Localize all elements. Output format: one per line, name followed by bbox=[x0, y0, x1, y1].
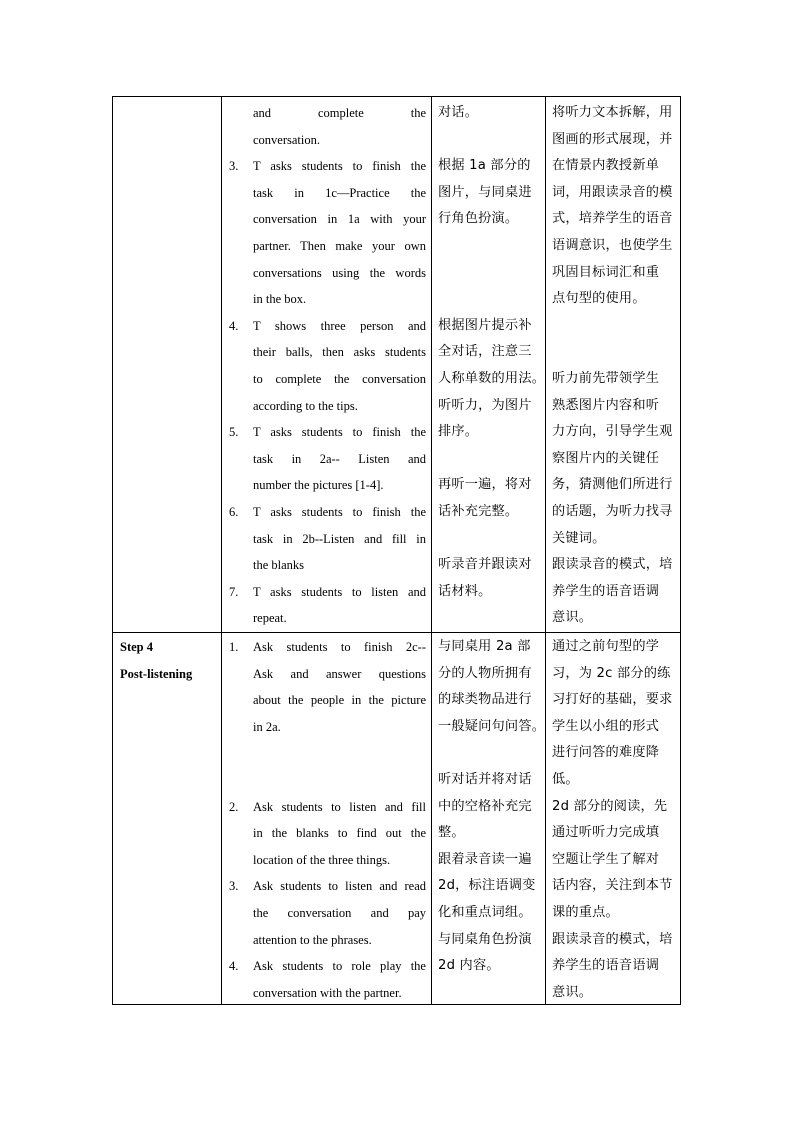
student-activity-line: 的球类物品进行 bbox=[438, 692, 532, 708]
student-activity-line: 与同桌角色扮演 bbox=[438, 931, 532, 947]
design-intent-line: 式，培养学生的语音 bbox=[552, 211, 673, 227]
design-intent-line: 关键词。 bbox=[552, 530, 606, 546]
teacher-activity-line: T asks students to finish the bbox=[253, 505, 426, 519]
activity-number: 3. bbox=[229, 879, 239, 894]
design-intent-line: 务，猜测他们所进行 bbox=[552, 477, 673, 493]
teacher-activity-line: attention to the phrases. bbox=[253, 932, 372, 947]
design-intent-line: 意识。 bbox=[552, 984, 593, 1000]
table-column-border-4 bbox=[680, 96, 681, 1005]
design-intent-line: 意识。 bbox=[552, 610, 593, 626]
teacher-activity-line: according to the tips. bbox=[253, 398, 358, 413]
design-intent-line: 养学生的语音语调 bbox=[552, 583, 660, 599]
student-activity-line: 话材料。 bbox=[438, 583, 492, 599]
teacher-activity-line: T asks students to finish the bbox=[253, 425, 426, 440]
teacher-activity-line: conversation with the partner. bbox=[253, 985, 402, 1000]
student-activity-line: 2d，标注语调变 bbox=[438, 878, 536, 894]
teacher-activity-line: the blanks bbox=[253, 558, 305, 573]
design-intent-line: 通过之前句型的学 bbox=[552, 639, 660, 654]
step-subtitle: Post-listening bbox=[120, 666, 193, 681]
design-intent-line: 熟悉图片内容和听 bbox=[552, 397, 660, 413]
teacher-activity-line: repeat. bbox=[253, 611, 287, 626]
teacher-activity-line: task in 1c—Practice the bbox=[253, 185, 426, 200]
table-border-top bbox=[112, 96, 681, 97]
design-intent-line: 巩固目标词汇和重 bbox=[552, 264, 660, 280]
activity-number: 5. bbox=[229, 425, 239, 440]
design-intent-line: 低。 bbox=[552, 772, 579, 787]
student-activity-line: 分的人物所拥有 bbox=[438, 665, 532, 681]
design-intent-line: 察图片内的关键任 bbox=[552, 450, 660, 466]
design-intent-line: 跟读录音的模式，培 bbox=[552, 931, 673, 947]
table-column-border-0 bbox=[112, 96, 113, 1005]
teacher-activity-line: Ask and answer questions bbox=[253, 666, 426, 681]
student-activity-line: 听听力，为图片 bbox=[438, 397, 532, 413]
teacher-activity-line: T shows three person and bbox=[253, 318, 426, 333]
teacher-activity-line: task in 2a-- Listen and bbox=[253, 451, 426, 466]
student-activity-line: 听对话并将对话 bbox=[438, 772, 532, 787]
design-intent-line: 2d 部分的阅读，先 bbox=[552, 798, 668, 814]
teacher-activity-line: task in 2b--Listen and fill in bbox=[253, 531, 426, 546]
student-activity-line: 根据图片提示补 bbox=[438, 317, 532, 333]
student-activity-line: 再听一遍，将对 bbox=[438, 477, 532, 493]
student-activity-line: 听录音并跟读对 bbox=[438, 557, 532, 573]
teacher-activity-line: location of the three things. bbox=[253, 852, 391, 867]
design-intent-line: 的话题，为听力找寻 bbox=[552, 504, 673, 519]
design-intent-line: 在情景内教授新单 bbox=[552, 158, 660, 174]
teacher-activity-line: T asks students to finish the bbox=[253, 159, 426, 174]
student-activity-line: 人称单数的用法。 bbox=[438, 371, 546, 386]
teacher-activity-line: the conversation and pay bbox=[253, 906, 426, 920]
teacher-activity-line: partner. Then make your own bbox=[253, 239, 426, 253]
table-column-border-3 bbox=[545, 96, 546, 1005]
teacher-activity-line: conversations using the words bbox=[253, 265, 426, 280]
design-intent-line: 学生以小组的形式 bbox=[552, 718, 660, 734]
student-activity-line: 2d 内容。 bbox=[438, 958, 500, 974]
activity-number: 3. bbox=[229, 159, 239, 174]
design-intent-line: 课的重点。 bbox=[552, 905, 619, 920]
design-intent-line: 点句型的使用。 bbox=[552, 291, 646, 307]
activity-number: 6. bbox=[229, 505, 239, 519]
design-intent-line: 跟读录音的模式，培 bbox=[552, 557, 673, 573]
design-intent-line: 空题让学生了解对 bbox=[552, 851, 660, 867]
student-activity-line: 与同桌用 2a 部 bbox=[438, 639, 531, 654]
design-intent-line: 语调意识，也使学生 bbox=[552, 238, 673, 253]
student-activity-line: 排序。 bbox=[438, 424, 479, 440]
teacher-activity-line: Ask students to role play the bbox=[253, 959, 426, 974]
activity-number: 4. bbox=[229, 959, 239, 974]
activity-number: 1. bbox=[229, 640, 239, 654]
teacher-activity-line: Ask students to listen and fill bbox=[253, 799, 426, 814]
design-intent-line: 习打好的基础，要求 bbox=[552, 692, 673, 708]
table-row-divider bbox=[112, 632, 681, 633]
teacher-activity-line: Ask students to listen and read bbox=[253, 879, 426, 894]
teacher-activity-line: in the blanks to find out the bbox=[253, 826, 426, 841]
design-intent-line: 习，为 2c 部分的练 bbox=[552, 665, 671, 681]
teacher-activity-line: in 2a. bbox=[253, 719, 281, 734]
student-activity-line: 对话。 bbox=[438, 105, 479, 120]
student-activity-line: 中的空格补充完 bbox=[438, 798, 532, 814]
student-activity-line: 根据 1a 部分的 bbox=[438, 158, 531, 174]
student-activity-line: 整。 bbox=[438, 825, 465, 841]
student-activity-line: 行角色扮演。 bbox=[438, 211, 519, 227]
design-intent-line: 词，用跟读录音的模 bbox=[552, 184, 673, 200]
design-intent-line: 养学生的语音语调 bbox=[552, 958, 660, 974]
student-activity-line: 化和重点词组。 bbox=[438, 905, 532, 920]
teacher-activity-line: to complete the conversation bbox=[253, 372, 426, 386]
teacher-activity-line: in the box. bbox=[253, 292, 307, 307]
design-intent-line: 进行问答的难度降 bbox=[552, 745, 660, 761]
step-title: Step 4 bbox=[120, 640, 153, 654]
student-activity-line: 跟着录音读一遍 bbox=[438, 851, 532, 867]
design-intent-line: 通过听听力完成填 bbox=[552, 825, 660, 841]
activity-number: 7. bbox=[229, 584, 239, 599]
student-activity-line: 图片，与同桌进 bbox=[438, 184, 532, 200]
teacher-activity-line: T asks students to listen and bbox=[253, 584, 426, 599]
student-activity-line: 全对话，注意三 bbox=[438, 344, 532, 360]
table-column-border-2 bbox=[431, 96, 432, 1005]
activity-number: 2. bbox=[229, 799, 239, 814]
design-intent-line: 将听力文本拆解，用 bbox=[552, 105, 673, 120]
teacher-activity-line: number the pictures [1-4]. bbox=[253, 478, 384, 493]
teacher-activity-line: their balls, then asks students bbox=[253, 345, 426, 360]
design-intent-line: 听力前先带领学生 bbox=[552, 371, 660, 386]
design-intent-line: 力方向，引导学生观 bbox=[552, 424, 673, 440]
table-column-border-1 bbox=[221, 96, 222, 1005]
teacher-activity-line: conversation in 1a with your bbox=[253, 212, 426, 227]
design-intent-line: 图画的形式展现，并 bbox=[552, 131, 673, 147]
teacher-activity-line: Ask students to finish 2c-- bbox=[253, 640, 426, 654]
design-intent-line: 话内容，关注到本节 bbox=[552, 878, 673, 894]
student-activity-line: 话补充完整。 bbox=[438, 504, 519, 519]
activity-number: 4. bbox=[229, 318, 239, 333]
teacher-activity-line: conversation. bbox=[253, 132, 320, 147]
student-activity-line: 一般疑问句问答。 bbox=[438, 718, 546, 734]
teacher-activity-line: and complete the bbox=[253, 106, 426, 120]
teacher-activity-line: about the people in the picture bbox=[253, 693, 426, 708]
